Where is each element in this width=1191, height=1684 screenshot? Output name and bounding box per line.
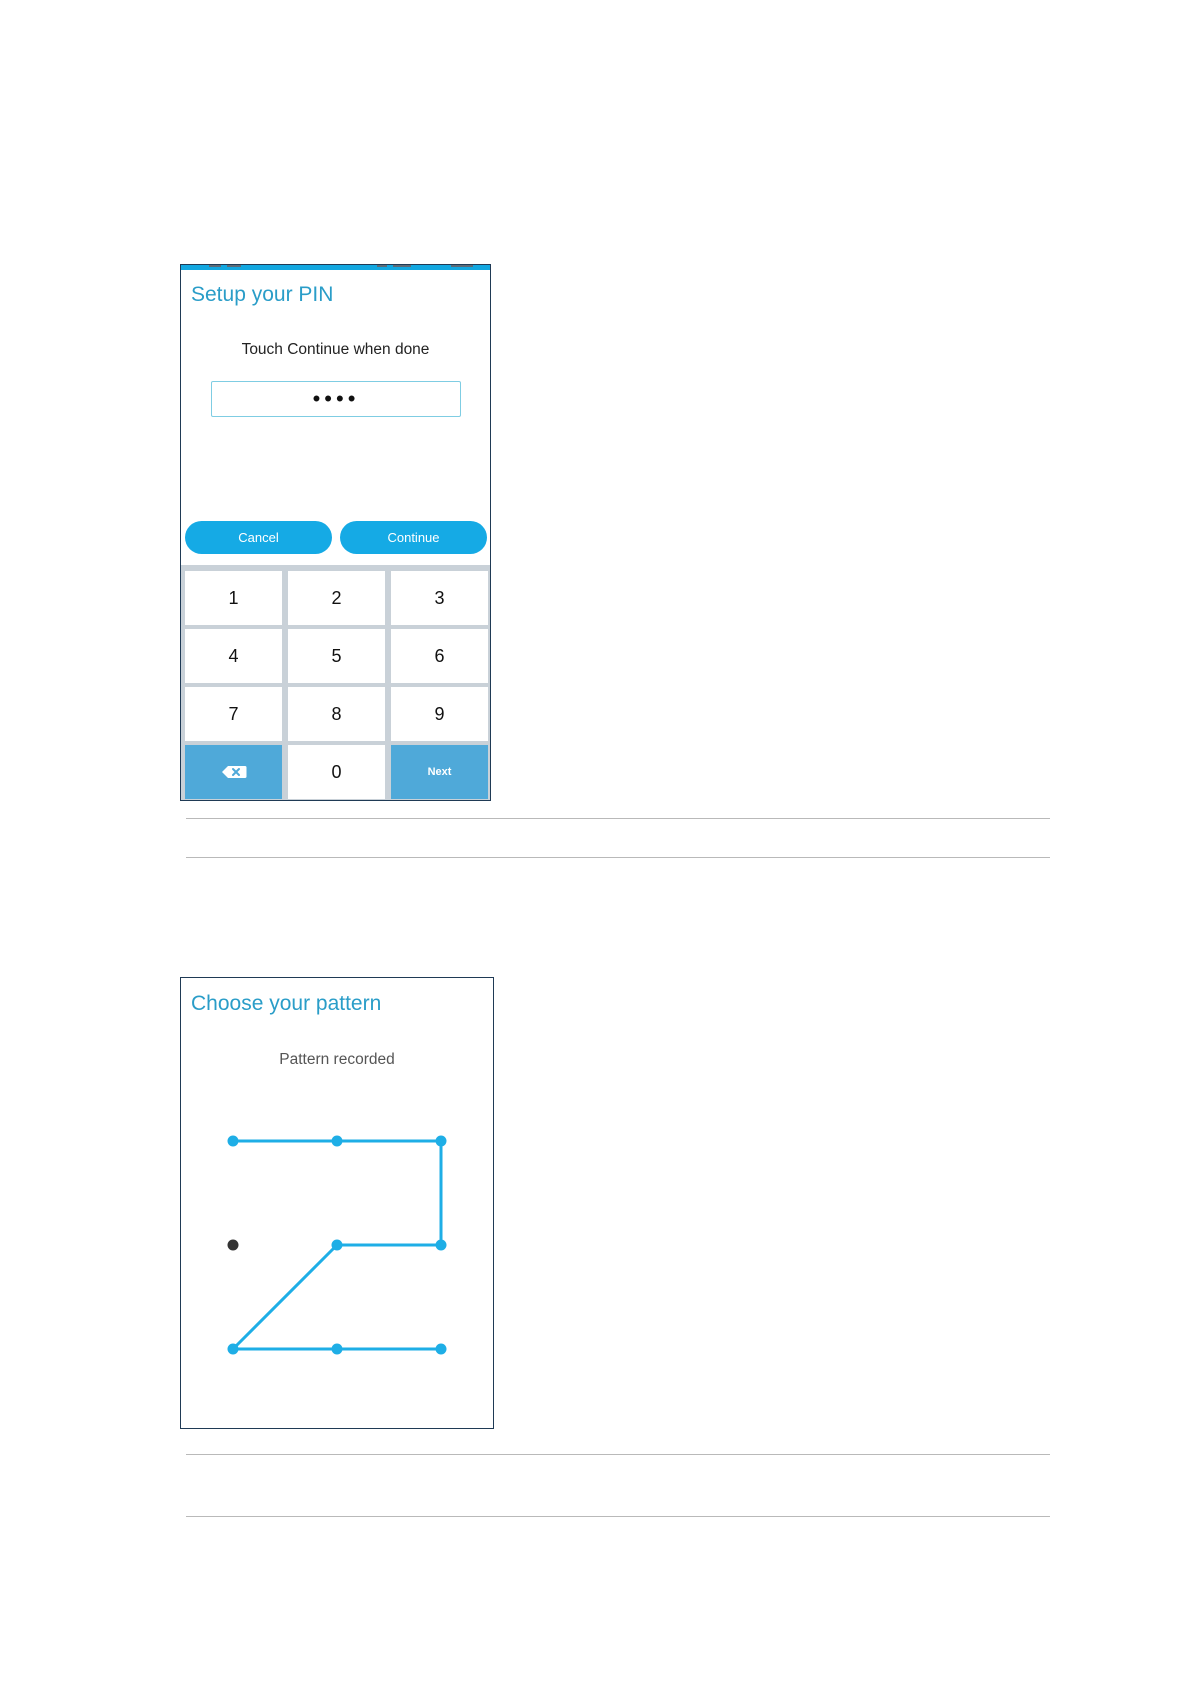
continue-button[interactable]: Continue: [340, 521, 487, 554]
divider: [186, 1454, 1050, 1455]
pattern-dot-active[interactable]: [332, 1344, 343, 1355]
divider: [186, 857, 1050, 858]
pattern-dot-active[interactable]: [332, 1240, 343, 1251]
page-title: Choose your pattern: [191, 992, 382, 1015]
page-title: Setup your PIN: [191, 283, 334, 306]
pattern-grid[interactable]: [181, 978, 493, 1428]
pattern-dot-active[interactable]: [436, 1136, 447, 1147]
key-2[interactable]: 2: [288, 571, 385, 625]
divider: [186, 1516, 1050, 1517]
pattern-dot-inactive[interactable]: [228, 1240, 239, 1251]
key-3[interactable]: 3: [391, 571, 488, 625]
pattern-dot-active[interactable]: [228, 1136, 239, 1147]
divider: [186, 818, 1050, 819]
pin-setup-screen: [180, 264, 491, 801]
numeric-keypad: [181, 565, 490, 801]
pattern-status: Pattern recorded: [279, 1051, 395, 1068]
cancel-button[interactable]: Cancel: [185, 521, 332, 554]
key-8[interactable]: 8: [288, 687, 385, 741]
key-6[interactable]: 6: [391, 629, 488, 683]
backspace-key[interactable]: [185, 745, 282, 799]
key-4[interactable]: 4: [185, 629, 282, 683]
pattern-dot-active[interactable]: [228, 1344, 239, 1355]
pattern-dot-active[interactable]: [332, 1136, 343, 1147]
key-5[interactable]: 5: [288, 629, 385, 683]
key-9[interactable]: 9: [391, 687, 488, 741]
pin-input[interactable]: ••••: [211, 381, 461, 417]
next-key[interactable]: [391, 745, 488, 799]
key-0[interactable]: 0: [288, 745, 385, 799]
next-key-label: Next: [427, 766, 452, 778]
key-1[interactable]: 1: [185, 571, 282, 625]
status-bar: [181, 265, 490, 270]
key-7[interactable]: 7: [185, 687, 282, 741]
pattern-dot-active[interactable]: [436, 1344, 447, 1355]
pattern-setup-screen: [180, 977, 494, 1429]
pattern-dot-active[interactable]: [436, 1240, 447, 1251]
pin-instruction: Touch Continue when done: [241, 341, 430, 358]
backspace-icon: [221, 765, 247, 779]
